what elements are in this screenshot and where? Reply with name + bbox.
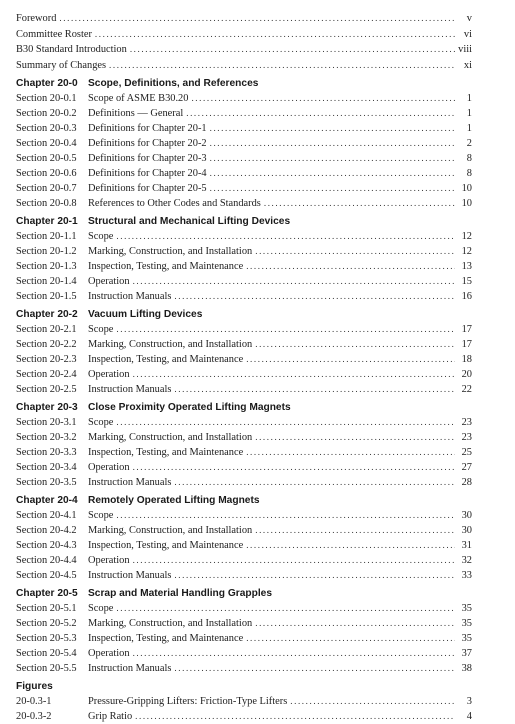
toc-entry[interactable] (16, 289, 472, 304)
dot-leader (246, 631, 455, 646)
dot-leader (133, 367, 455, 382)
entry-page: 10 (461, 198, 472, 209)
toc-entry[interactable] (16, 91, 472, 106)
section-label: Section 20-0.4 (16, 138, 77, 149)
entry-page: 37 (461, 648, 472, 659)
entry-page: 8 (466, 153, 472, 164)
dot-leader (210, 151, 455, 166)
dot-leader (255, 430, 455, 445)
section-label: Section 20-1.2 (16, 246, 77, 257)
section-label: Section 20-3.4 (16, 462, 77, 473)
figures-heading: Figures (16, 681, 53, 692)
entry-page: 3 (466, 696, 472, 707)
section-label: Section 20-4.4 (16, 555, 77, 566)
section-label: Section 20-0.6 (16, 168, 77, 179)
chapter-heading[interactable] (16, 308, 472, 322)
entry-page: 27 (461, 462, 472, 473)
entry-title: Inspection, Testing, and Maintenance (88, 633, 244, 644)
entry-page: 23 (461, 432, 472, 443)
toc-entry[interactable] (16, 244, 472, 259)
section-label: Section 20-0.7 (16, 183, 77, 194)
dot-leader (116, 508, 455, 523)
chapter-title: Scope, Definitions, and References (88, 78, 259, 89)
entry-title: Marking, Construction, and Installation (88, 339, 253, 350)
toc-entry[interactable] (16, 445, 472, 460)
section-label: Section 20-2.1 (16, 324, 77, 335)
figure-label: 20-0.3-1 (16, 696, 52, 707)
section-label: Section 20-1.5 (16, 291, 77, 302)
entry-page: 22 (461, 384, 472, 395)
dot-leader (255, 616, 455, 631)
entry-title: References to Other Codes and Standards (88, 198, 261, 209)
dot-leader (255, 244, 455, 259)
chapter-label: Chapter 20-3 (16, 402, 78, 413)
table-of-contents (16, 11, 472, 724)
chapter-block (16, 401, 472, 490)
dot-leader (116, 322, 455, 337)
entry-title: Instruction Manuals (88, 570, 172, 581)
entry-page: 30 (461, 525, 472, 536)
front-matter (16, 11, 472, 73)
entry-title: Definitions — General (88, 108, 184, 119)
dot-leader (191, 91, 455, 106)
entry-title: Foreword (16, 13, 57, 24)
section-label: Section 20-0.5 (16, 153, 77, 164)
section-label: Section 20-5.5 (16, 663, 77, 674)
toc-entry-b30-introduction[interactable] (16, 42, 472, 58)
chapter-label: Chapter 20-4 (16, 495, 78, 506)
chapter-block (16, 308, 472, 397)
toc-entry[interactable] (16, 382, 472, 397)
toc-entry[interactable] (16, 337, 472, 352)
entry-page: 38 (461, 663, 472, 674)
toc-entry[interactable] (16, 367, 472, 382)
entry-page: xi (463, 59, 472, 71)
entry-title: Operation (88, 462, 130, 473)
toc-entry[interactable] (16, 523, 472, 538)
section-label: Section 20-2.2 (16, 339, 77, 350)
dot-leader (210, 136, 455, 151)
entry-title: Definitions for Chapter 20-1 (88, 123, 207, 134)
dot-leader (133, 646, 455, 661)
entry-title: Inspection, Testing, and Maintenance (88, 540, 244, 551)
toc-entry[interactable] (16, 538, 472, 553)
figure-entry[interactable] (16, 709, 472, 724)
chapter-block (16, 77, 472, 211)
dot-leader (290, 694, 455, 709)
chapter-heading[interactable] (16, 494, 472, 508)
dot-leader (109, 58, 455, 73)
entry-title: Definitions for Chapter 20-5 (88, 183, 207, 194)
toc-entry[interactable] (16, 616, 472, 631)
figures-block (16, 680, 472, 724)
entry-page: 35 (461, 618, 472, 629)
chapter-block (16, 494, 472, 583)
entry-title: Instruction Manuals (88, 291, 172, 302)
toc-entry[interactable] (16, 322, 472, 337)
entry-page: 8 (466, 168, 472, 179)
dot-leader (174, 661, 455, 676)
entry-page: 35 (461, 603, 472, 614)
entry-page: 16 (461, 291, 472, 302)
dot-leader (246, 538, 455, 553)
toc-entry[interactable] (16, 229, 472, 244)
entry-page: 17 (461, 324, 472, 335)
entry-title: Definitions for Chapter 20-2 (88, 138, 207, 149)
section-label: Section 20-1.1 (16, 231, 77, 242)
chapter-heading[interactable] (16, 77, 472, 91)
toc-entry[interactable] (16, 151, 472, 166)
entry-title: Operation (88, 276, 130, 287)
entry-title: Inspection, Testing, and Maintenance (88, 447, 244, 458)
dot-leader (133, 274, 455, 289)
dot-leader (255, 337, 455, 352)
entry-page: 32 (461, 555, 472, 566)
section-label: Section 20-0.3 (16, 123, 77, 134)
entry-page: 25 (461, 447, 472, 458)
toc-entry[interactable] (16, 553, 472, 568)
entry-title: Scope (88, 603, 114, 614)
section-label: Section 20-4.2 (16, 525, 77, 536)
entry-title: Grip Ratio (88, 711, 133, 722)
entry-title: Inspection, Testing, and Maintenance (88, 261, 244, 272)
toc-entry[interactable] (16, 631, 472, 646)
section-label: Section 20-5.4 (16, 648, 77, 659)
entry-title: Marking, Construction, and Installation (88, 432, 253, 443)
dot-leader (174, 289, 455, 304)
entry-page: 23 (461, 417, 472, 428)
entry-page: 28 (461, 477, 472, 488)
toc-entry[interactable] (16, 136, 472, 151)
entry-title: Scope of ASME B30.20 (88, 93, 189, 104)
entry-title: Marking, Construction, and Installation (88, 618, 253, 629)
dot-leader (116, 415, 455, 430)
dot-leader (95, 27, 455, 42)
toc-entry[interactable] (16, 508, 472, 523)
dot-leader (174, 568, 455, 583)
entry-title: Definitions for Chapter 20-4 (88, 168, 207, 179)
entry-title: Instruction Manuals (88, 663, 172, 674)
toc-entry[interactable] (16, 166, 472, 181)
entry-title: Marking, Construction, and Installation (88, 246, 253, 257)
entry-page: 20 (461, 369, 472, 380)
entry-title: Marking, Construction, and Installation (88, 525, 253, 536)
chapter-heading[interactable] (16, 587, 472, 601)
section-label: Section 20-3.5 (16, 477, 77, 488)
entry-title: Scope (88, 324, 114, 335)
entry-page: 15 (461, 276, 472, 287)
dot-leader (255, 523, 455, 538)
entry-page: 4 (466, 711, 472, 722)
entry-page: v (466, 13, 472, 24)
toc-entry[interactable] (16, 430, 472, 445)
dot-leader (59, 11, 455, 26)
section-label: Section 20-4.5 (16, 570, 77, 581)
dot-leader (210, 181, 455, 196)
section-label: Section 20-5.2 (16, 618, 77, 629)
entry-page: 1 (466, 123, 472, 134)
toc-entry[interactable] (16, 196, 472, 211)
entry-title: Operation (88, 648, 130, 659)
toc-entry[interactable] (16, 352, 472, 367)
section-label: Section 20-4.1 (16, 510, 77, 521)
toc-entry[interactable] (16, 259, 472, 274)
section-label: Section 20-3.3 (16, 447, 77, 458)
entry-page: 31 (461, 540, 472, 551)
dot-leader (246, 445, 455, 460)
entry-title: Definitions for Chapter 20-3 (88, 153, 207, 164)
entry-page: 12 (461, 231, 472, 242)
dot-leader (246, 259, 455, 274)
chapter-heading[interactable] (16, 215, 472, 229)
dot-leader (133, 553, 455, 568)
chapter-label: Chapter 20-2 (16, 309, 78, 320)
section-label: Section 20-0.8 (16, 198, 77, 209)
toc-entry[interactable] (16, 415, 472, 430)
entry-page: 1 (466, 108, 472, 119)
dot-leader (116, 601, 455, 616)
figure-entry[interactable] (16, 694, 472, 709)
section-label: Section 20-2.4 (16, 369, 77, 380)
dot-leader (135, 709, 455, 724)
entry-page: 13 (461, 261, 472, 272)
chapter-title: Remotely Operated Lifting Magnets (88, 495, 260, 506)
entry-page: 1 (466, 93, 472, 104)
dot-leader (246, 352, 455, 367)
toc-entry[interactable] (16, 181, 472, 196)
entry-title: Operation (88, 369, 130, 380)
section-label: Section 20-0.2 (16, 108, 77, 119)
section-label: Section 20-5.1 (16, 603, 77, 614)
entry-title: Scope (88, 231, 114, 242)
dot-leader (174, 475, 455, 490)
entry-title: Scope (88, 510, 114, 521)
toc-entry[interactable] (16, 661, 472, 676)
chapter-heading[interactable] (16, 401, 472, 415)
entry-title: Instruction Manuals (88, 477, 172, 488)
entry-page: 18 (461, 354, 472, 365)
section-label: Section 20-3.2 (16, 432, 77, 443)
section-label: Section 20-2.5 (16, 384, 77, 395)
dot-leader (133, 460, 455, 475)
section-label: Section 20-4.3 (16, 540, 77, 551)
dot-leader (116, 229, 455, 244)
chapter-label: Chapter 20-0 (16, 78, 78, 89)
toc-entry[interactable] (16, 475, 472, 490)
dot-leader (186, 106, 455, 121)
toc-entry[interactable] (16, 646, 472, 661)
section-label: Section 20-1.3 (16, 261, 77, 272)
entry-title: Inspection, Testing, and Maintenance (88, 354, 244, 365)
section-label: Section 20-2.3 (16, 354, 77, 365)
chapter-label: Chapter 20-1 (16, 216, 78, 227)
section-label: Section 20-1.4 (16, 276, 77, 287)
toc-entry[interactable] (16, 121, 472, 136)
dot-leader (264, 196, 455, 211)
chapter-title: Vacuum Lifting Devices (88, 309, 203, 320)
dot-leader (210, 121, 455, 136)
dot-leader (174, 382, 455, 397)
toc-entry-committee-roster[interactable] (16, 27, 472, 43)
chapter-title: Scrap and Material Handling Grapples (88, 588, 272, 599)
section-label: Section 20-3.1 (16, 417, 77, 428)
figure-label: 20-0.3-2 (16, 711, 52, 722)
entry-title: Summary of Changes (16, 59, 107, 71)
entry-title: Pressure-Gripping Lifters: Friction-Type Lifters (88, 696, 288, 707)
dot-leader (130, 42, 455, 57)
toc-entry[interactable] (16, 274, 472, 289)
entry-page: 33 (461, 570, 472, 581)
section-label: Section 20-0.1 (16, 93, 77, 104)
toc-entry-foreword[interactable] (16, 11, 472, 27)
chapter-title: Structural and Mechanical Lifting Devices (88, 216, 291, 227)
entry-title: Scope (88, 417, 114, 428)
entry-page: 12 (461, 246, 472, 257)
entry-page: 35 (461, 633, 472, 644)
chapter-title: Close Proximity Operated Lifting Magnets (88, 402, 291, 413)
chapter-label: Chapter 20-5 (16, 588, 78, 599)
toc-entry[interactable] (16, 601, 472, 616)
entry-title: Committee Roster (16, 28, 92, 40)
entry-title: Instruction Manuals (88, 384, 172, 395)
entry-page: viii (458, 44, 472, 55)
entry-title: Operation (88, 555, 130, 566)
entry-title: B30 Standard Introduction (16, 44, 127, 55)
dot-leader (210, 166, 455, 181)
toc-entry-summary-of-changes[interactable] (16, 58, 472, 74)
entry-page: 2 (466, 138, 472, 149)
entry-page: 30 (461, 510, 472, 521)
toc-entry[interactable] (16, 568, 472, 583)
chapter-block (16, 215, 472, 304)
toc-entry[interactable] (16, 460, 472, 475)
toc-entry[interactable] (16, 106, 472, 121)
entry-page: 17 (461, 339, 472, 350)
entry-page: 10 (461, 183, 472, 194)
chapter-block (16, 587, 472, 676)
section-label: Section 20-5.3 (16, 633, 77, 644)
entry-page: vi (463, 28, 472, 40)
